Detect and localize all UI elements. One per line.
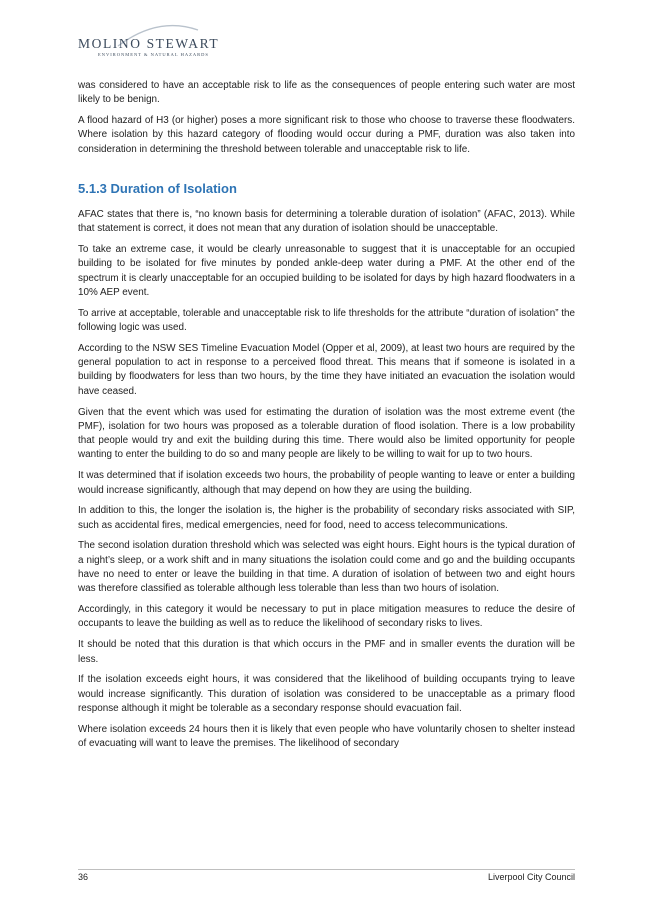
- paragraph: It should be noted that this duration is that which occurs in the PMF and in smaller events the duration will be less.: [78, 639, 575, 665]
- paragraph: In addition to this, the longer the isolation is, the higher is the probability of secondary risks associated with SIP, such as accidental fires, medical emergencies, need for food, need to access telecommunications.: [78, 505, 575, 531]
- page-number: 36: [78, 872, 89, 882]
- document-body: [78, 79, 575, 758]
- paragraph: was considered to have an acceptable risk to life as the consequences of people entering such water are most likely to be benign.: [78, 80, 575, 106]
- paragraph: Given that the event which was used for estimating the duration of isolation was the most extreme event (the PMF), isolation for two hours was proposed as a tolerable duration of flood isolation. There is a low probability that people would try and exit the building during this time. There would also be limited opportunity for people wanting to enter the building to do so and many people are likely to be willing to wait for up to two hours.: [78, 406, 575, 461]
- paragraph: It was determined that if isolation exceeds two hours, the probability of people wanting to leave or enter a building would increase significantly, although that may depend on how they are using the building.: [78, 470, 575, 496]
- paragraph: The second isolation duration threshold which was selected was eight hours. Eight hours is the typical duration of a night’s sleep, or a work shift and in many situations the isolation could come and go and the building occupants have no need to enter or leave the building in that time. A duration of isolation of between two and eight hours was therefore classified as tolerable although less tolerable than less than two hours of isolation.: [78, 540, 575, 595]
- paragraph: According to the NSW SES Timeline Evacuation Model (Opper et al, 2009), at least two hours are required by the general population to act in response to a perceived flood threat. This means that if someone is isolated in a building by floodwaters for less than two hours, by the time they have initiated an evacuation the isolation would have ceased.: [78, 342, 575, 397]
- section-heading: 5.1.3 Duration of Isolation: [78, 180, 237, 196]
- paragraph: AFAC states that there is, “no known basis for determining a tolerable duration of isolation” (AFAC, 2013). While that statement is correct, it does not mean that any duration of isolation should be unacceptable.: [78, 208, 575, 235]
- paragraph: A flood hazard of H3 (or higher) poses a more significant risk to those who choose to traverse these floodwaters. Where isolation by this hazard category of flooding would occur during a PMF, duration was also taken into consideration in determining the threshold between tolerable and unacceptable risk to life.: [78, 115, 575, 155]
- paragraph: To take an extreme case, it would be clearly unreasonable to suggest that it is unacceptable for an occupied building to be isolated for five minutes by ponded ankle-deep water during a PMF. At the other end of the spectrum it is clearly unacceptable for an occupied building to be isolated for days by high hazard floodwaters in a 10% AEP event.: [78, 244, 575, 298]
- paragraph: Accordingly, in this category it would be necessary to put in place mitigation measures to reduce the desire of occupants to leave the building as well as to reduce the likelihood of secondary risks to lives.: [78, 604, 575, 630]
- logo-tagline: ENVIRONMENT & NATURAL HAZARDS: [98, 52, 209, 57]
- footer-organization: Liverpool City Council: [487, 872, 575, 882]
- paragraph: To arrive at acceptable, tolerable and unacceptable risk to life thresholds for the attribute “duration of isolation” the following logic was used.: [78, 307, 575, 334]
- paragraph: If the isolation exceeds eight hours, it was considered that the likelihood of building occupants trying to leave would increase significantly. This duration of isolation was considered to be unacceptable as a primary flood response although it might be tolerable as a secondary response should evacuation fail.: [78, 674, 575, 714]
- paragraph: Where isolation exceeds 24 hours then it is likely that even people who have voluntarily chosen to shelter instead of evacuating will want to leave the premises. The likelihood of secondary: [78, 723, 575, 749]
- molino-stewart-logo: [66, 20, 220, 70]
- footer-divider: [78, 869, 575, 870]
- logo-name: MOLINO STEWART: [78, 36, 220, 51]
